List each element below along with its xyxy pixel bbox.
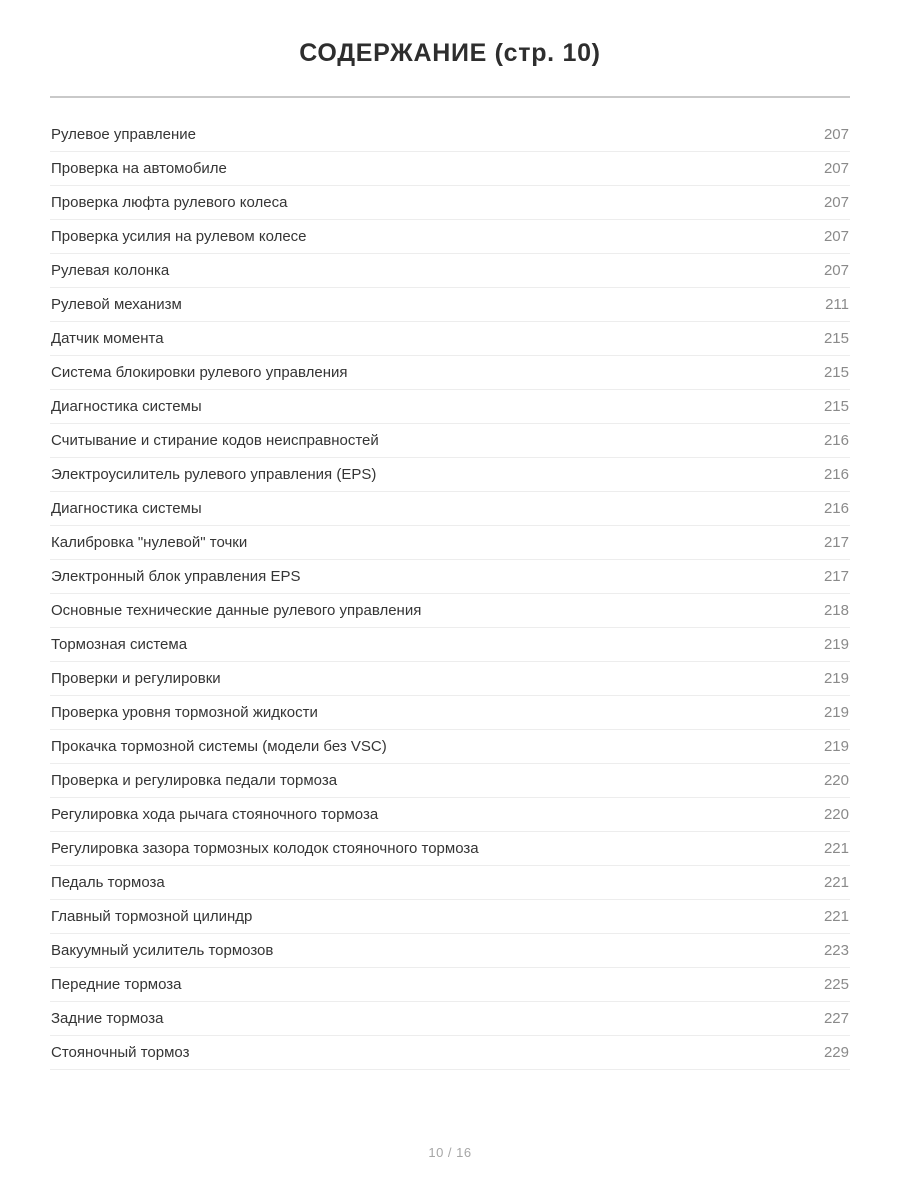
toc-entry-page-number: 219 [823, 636, 849, 653]
toc-entry-page-number: 219 [823, 670, 849, 687]
toc-entry-label: Проверка на автомобиле [51, 160, 227, 177]
toc-entry-label: Проверка люфта рулевого колеса [51, 194, 288, 211]
toc-entry[interactable] [50, 798, 850, 832]
toc-entry-label: Считывание и стирание кодов неисправностей [51, 432, 379, 449]
toc-entry-label: Датчик момента [51, 330, 164, 347]
toc-entry-page-number: 217 [823, 534, 849, 551]
header-divider [50, 96, 850, 98]
toc-entry-label: Проверка уровня тормозной жидкости [51, 704, 318, 721]
toc-entry-page-number: 207 [823, 228, 849, 245]
toc-entry-page-number: 219 [823, 738, 849, 755]
toc-entry-label: Рулевое управление [51, 126, 196, 143]
toc-entry-label: Диагностика системы [51, 398, 202, 415]
toc-entry-label: Основные технические данные рулевого управления [51, 602, 422, 619]
toc-entry-page-number: 215 [823, 398, 849, 415]
toc-entry-page-number: 221 [823, 908, 849, 925]
toc-entry-label: Регулировка зазора тормозных колодок стояночного тормоза [51, 840, 479, 857]
toc-entry-page-number: 216 [823, 466, 849, 483]
toc-entry[interactable] [50, 764, 850, 798]
toc-entry[interactable] [50, 832, 850, 866]
toc-entry-page-number: 227 [823, 1010, 849, 1027]
toc-entry-page-number: 211 [825, 296, 849, 313]
toc-entry-page-number: 216 [823, 500, 849, 517]
toc-entry[interactable] [50, 662, 850, 696]
toc-entry[interactable] [50, 288, 850, 322]
toc-entry[interactable] [50, 458, 850, 492]
page-indicator: 10 / 16 [428, 1145, 472, 1160]
toc-entry[interactable] [50, 186, 850, 220]
toc-entry-page-number: 219 [823, 704, 849, 721]
toc-entry[interactable] [50, 968, 850, 1002]
toc-entry-label: Вакуумный усилитель тормозов [51, 942, 274, 959]
toc-entry-label: Диагностика системы [51, 500, 202, 517]
toc-entry[interactable] [50, 594, 850, 628]
toc-entry-page-number: 220 [823, 772, 849, 789]
toc-entry-label: Главный тормозной цилиндр [51, 908, 253, 925]
toc-entry[interactable] [50, 424, 850, 458]
toc-entry-label: Прокачка тормозной системы (модели без VSC) [51, 738, 387, 755]
toc-entry[interactable] [50, 730, 850, 764]
toc-entry-label: Проверка и регулировка педали тормоза [51, 772, 338, 789]
toc-entry[interactable] [50, 492, 850, 526]
toc-entry-page-number: 207 [823, 262, 849, 279]
toc-entry-page-number: 221 [823, 840, 849, 857]
toc-entry-label: Электроусилитель рулевого управления (EPS) [51, 466, 377, 483]
toc-entry-label: Рулевой механизм [51, 296, 182, 313]
toc-entry-page-number: 221 [823, 874, 849, 891]
toc-entry-label: Задние тормоза [51, 1010, 164, 1027]
toc-entry-page-number: 207 [823, 160, 849, 177]
toc-entry[interactable] [50, 900, 850, 934]
toc-entry[interactable] [50, 322, 850, 356]
toc-entry[interactable] [50, 1036, 850, 1070]
toc-entry[interactable] [50, 526, 850, 560]
toc-entry-label: Тормозная система [51, 636, 188, 653]
toc-entry-label: Педаль тормоза [51, 874, 165, 891]
toc-entry-page-number: 223 [823, 942, 849, 959]
toc-entry-label: Регулировка хода рычага стояночного тормоза [51, 806, 379, 823]
toc-entry-label: Стояночный тормоз [51, 1044, 190, 1061]
toc-entry-page-number: 229 [823, 1044, 849, 1061]
toc-entry-page-number: 207 [823, 194, 849, 211]
toc-entry-page-number: 218 [823, 602, 849, 619]
toc-entry-label: Передние тормоза [51, 976, 182, 993]
toc-entry[interactable] [50, 220, 850, 254]
toc-entry-label: Проверки и регулировки [51, 670, 221, 687]
toc-entry-page-number: 216 [823, 432, 849, 449]
toc-entry-page-number: 220 [823, 806, 849, 823]
toc-entry-label: Проверка усилия на рулевом колесе [51, 228, 307, 245]
toc-entry[interactable] [50, 390, 850, 424]
toc-entry[interactable] [50, 628, 850, 662]
toc-entry[interactable] [50, 560, 850, 594]
toc-entry[interactable] [50, 356, 850, 390]
toc-entry-label: Калибровка "нулевой" точки [51, 534, 248, 551]
document-header [0, 0, 900, 98]
table-of-contents [50, 118, 850, 1070]
toc-entry-label: Рулевая колонка [51, 262, 170, 279]
toc-entry[interactable] [50, 254, 850, 288]
toc-entry-page-number: 225 [823, 976, 849, 993]
toc-entry[interactable] [50, 152, 850, 186]
toc-entry-label: Электронный блок управления EPS [51, 568, 301, 585]
toc-entry-page-number: 207 [823, 126, 849, 143]
toc-entry[interactable] [50, 118, 850, 152]
toc-entry-page-number: 215 [823, 330, 849, 347]
toc-entry-label: Система блокировки рулевого управления [51, 364, 348, 381]
toc-entry-page-number: 217 [823, 568, 849, 585]
toc-entry[interactable] [50, 934, 850, 968]
toc-entry[interactable] [50, 866, 850, 900]
toc-entry-page-number: 215 [823, 364, 849, 381]
toc-entry[interactable] [50, 1002, 850, 1036]
toc-entry[interactable] [50, 696, 850, 730]
document-footer [0, 1144, 900, 1162]
page-title: СОДЕРЖАНИЕ (стр. 10) [299, 39, 601, 67]
